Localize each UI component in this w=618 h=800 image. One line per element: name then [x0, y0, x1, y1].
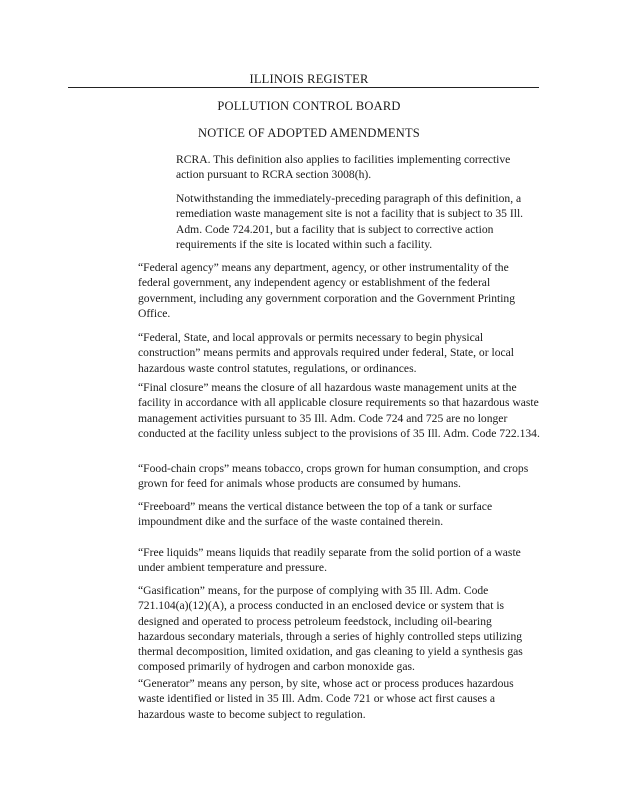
- paragraph-federal-agency: “Federal agency” means any department, agency, or other instrumentality of the federal government, any independent agency or establishment of the federal government, including any government corporation and the Government Printing Office.: [138, 261, 516, 320]
- paragraph-rcra-continuation: RCRA. This definition also applies to facilities implementing corrective action pursuant to RCRA section 3008(h).: [176, 153, 511, 182]
- paragraph-federal-state-approvals: “Federal, State, and local approvals or permits necessary to begin physical construction” means permits and approvals required under federal, State, or local hazardous waste control statutes, regulations, or ordinances.: [138, 331, 515, 375]
- paragraph-food-chain-crops: “Food-chain crops” means tobacco, crops grown for human consumption, and crops grown for feed for animals whose products are consumed by humans.: [138, 462, 529, 491]
- board-title: POLLUTION CONTROL BOARD: [217, 99, 401, 113]
- paragraph-final-closure: “Final closure” means the closure of all hazardous waste management units at the facility in accordance with all applicable closure requirements so that hazardous waste management activities pursuant to 35 Ill. Adm. Code 724 and 725 are no longer conducted at the facility unless subject to the provisions of 35 Ill. Adm. Code 722.134.: [138, 381, 540, 440]
- header-rule: [68, 87, 539, 88]
- paragraph-free-liquids: “Free liquids” means liquids that readily separate from the solid portion of a waste under ambient temperature and pressure.: [138, 546, 521, 575]
- paragraph-freeboard: “Freeboard” means the vertical distance between the top of a tank or surface impoundment dike and the surface of the waste contained therein.: [138, 500, 493, 529]
- register-title: ILLINOIS REGISTER: [249, 72, 369, 86]
- paragraph-remediation-site: Notwithstanding the immediately-preceding paragraph of this definition, a remediation waste management site is not a facility that is subject to 35 Ill. Adm. Code 724.201, but a facility that is subject to corrective action requirements if the site is located within such a facility.: [176, 192, 524, 251]
- notice-title: NOTICE OF ADOPTED AMENDMENTS: [198, 126, 420, 140]
- paragraph-generator: “Generator” means any person, by site, whose act or process produces hazardous waste identified or listed in 35 Ill. Adm. Code 721 or whose act first causes a hazardous waste to become subject to regulation.: [138, 677, 514, 721]
- paragraph-gasification: “Gasification” means, for the purpose of complying with 35 Ill. Adm. Code 721.104(a)(12)(A), a process conducted in an enclosed device or system that is designed and operated to process petroleum feedstock, including oil-bearing hazardous secondary materials, through a series of highly controlled steps utilizing thermal decomposition, limited oxidation, and gas cleaning to yield a synthesis gas composed primarily of hydrogen and carbon monoxide gas.: [138, 584, 523, 674]
